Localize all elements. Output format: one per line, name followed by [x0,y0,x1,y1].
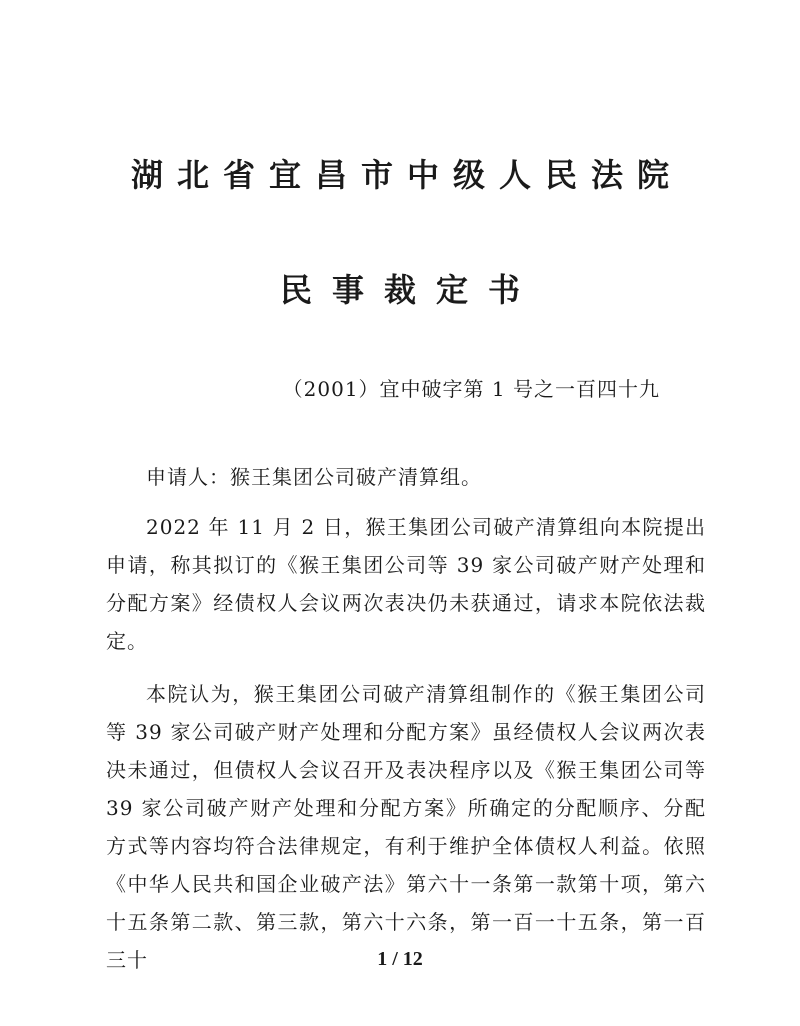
page-number: 1 / 12 [377,948,423,970]
application-paragraph: 2022 年 11 月 2 日，猴王集团公司破产清算组向本院提出申请，称其拟订的《猴王集团公司等 39 家公司破产财产处理和分配方案》经债权人会议两次表决仍未获通过，请求本院依法裁定。 [106,515,706,653]
court-name: 湖北省宜昌市中级人民法院 [130,156,683,194]
case-number: （2001）宜中破字第 1 号之一百四十九 [282,377,660,401]
document-type-title: 民事裁定书 [279,271,540,309]
applicant-paragraph: 申请人：猴王集团公司破产清算组。 [146,465,482,489]
document-body [106,458,706,994]
court-opinion-paragraph: 本院认为，猴王集团公司破产清算组制作的《猴王集团公司等 39 家公司破产财产处理和分配方案》虽经债权人会议两次表决未通过，但债权人会议召开及表决程序以及《猴王集团公司等 39 家公司破产财产处理和分配方案》所确定的分配顺序、分配方式等内容均符合法律规定，有利于维护全体债权人利益。依照《中华人民共和国企业破产法》第六十一条第一款第十项，第六十五条第二款、第三款，第六十六条，第一百一十五条，第一百三十 [106,682,706,972]
